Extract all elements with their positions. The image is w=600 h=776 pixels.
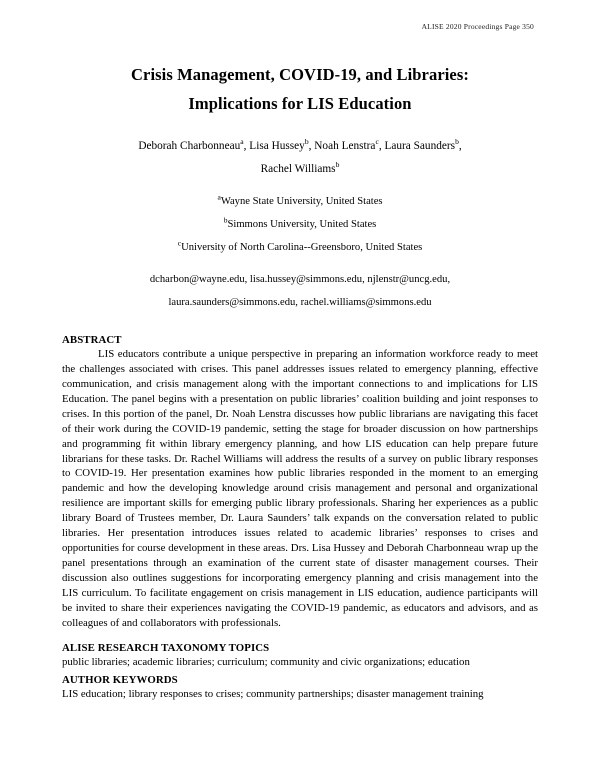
author-list [62, 135, 538, 181]
title-line-1: Crisis Management, COVID-19, and Libraries: [131, 65, 469, 84]
keywords-heading: AUTHOR KEYWORDS [62, 673, 178, 686]
affiliation-b-text: Simmons University, United States [227, 218, 377, 230]
author-names-2: Rachel Williams$^b$ [260, 160, 340, 175]
abstract-body: LIS educators contribute a unique perspective in preparing an information workforce ready to meet the challenges associated with crises. This panel addresses issues related to emergency planning, effective communication, and crisis management along with the important connections to and implications for LIS Education. The panel begins with a presentation on public libraries’ coalition building and joint responses to crises. In this portion of the panel, Dr. Noah Lenstra discusses how public librarians are navigating this facet of their work during the COVID-19 pandemic, setting the stage for broader discussion on how partnerships and programming fit within library emergency planning, and how LIS education can help prepare future librarians for these tasks. Dr. Rachel Williams will address the results of a survey on public library responses to COVID-19. Her presentation examines how public libraries responded in the moment to an emerging pandemic and how the developing knowledge around crisis management and personal and organizational resilience are important skills for emerging public library professionals. Sharing her experiences as a public library Board of Trustees member, Dr. Laura Saunders’ talk expands on the conversation related to public libraries. Her presentation introduces issues related to academic libraries’ responses to crises and opportunities for course development in these areas. Drs. Lisa Hussey and Deborah Charbonneau wrap up the panel presentations through an examination of the current state of disaster management courses. Their discussion also outlines suggestions for incorporating emergency planning and crisis management into the LIS curriculum. To facilitate engagement on crisis management in LIS education, audience participants will be invited to share their experiences navigating the COVID-19 pandemic, as educators and advisors, and as colleagues of and collaborators with professionals. [62, 347, 538, 629]
affiliation-c: $^c$University of North Carolina--Greensboro, United States [177, 238, 423, 253]
keywords-body: LIS education; library responses to crises; community partnerships; disaster management training [62, 687, 484, 700]
affiliation-a-text: Wayne State University, United States [220, 196, 383, 208]
author-line-1 [62, 135, 538, 158]
taxonomy-heading: ALISE RESEARCH TAXONOMY TOPICS [62, 641, 270, 654]
affiliation-a: $^a$Wayne State University, United States [217, 192, 383, 208]
title-line-2: Implications for LIS Education [188, 93, 412, 113]
taxonomy-body: public libraries; academic libraries; curriculum; community and civic organizations; education [62, 655, 470, 668]
email-line-2: laura.saunders@simmons.edu, rachel.williams@simmons.edu [168, 296, 432, 308]
author-line-2 [62, 158, 538, 181]
email-list [62, 269, 538, 313]
abstract-heading: ABSTRACT [62, 333, 122, 346]
affiliation-c-text: University of North Carolina--Greensboro, United States [181, 241, 423, 253]
paper-title [62, 61, 538, 119]
affiliation-list [62, 191, 538, 259]
email-line-1: dcharbon@wayne.edu, lisa.hussey@simmons.edu, njlenstr@uncg.edu, [149, 274, 451, 286]
affiliation-b: $^b$Simmons University, United States [223, 215, 377, 230]
running-head: ALISE 2020 Proceedings Page 350 [421, 22, 534, 31]
author-names-1: Deborah Charbonneau$^a$, Lisa Hussey$^b$, Noah Lenstra$^c$, Laura Saunders$^b$, [138, 136, 462, 152]
